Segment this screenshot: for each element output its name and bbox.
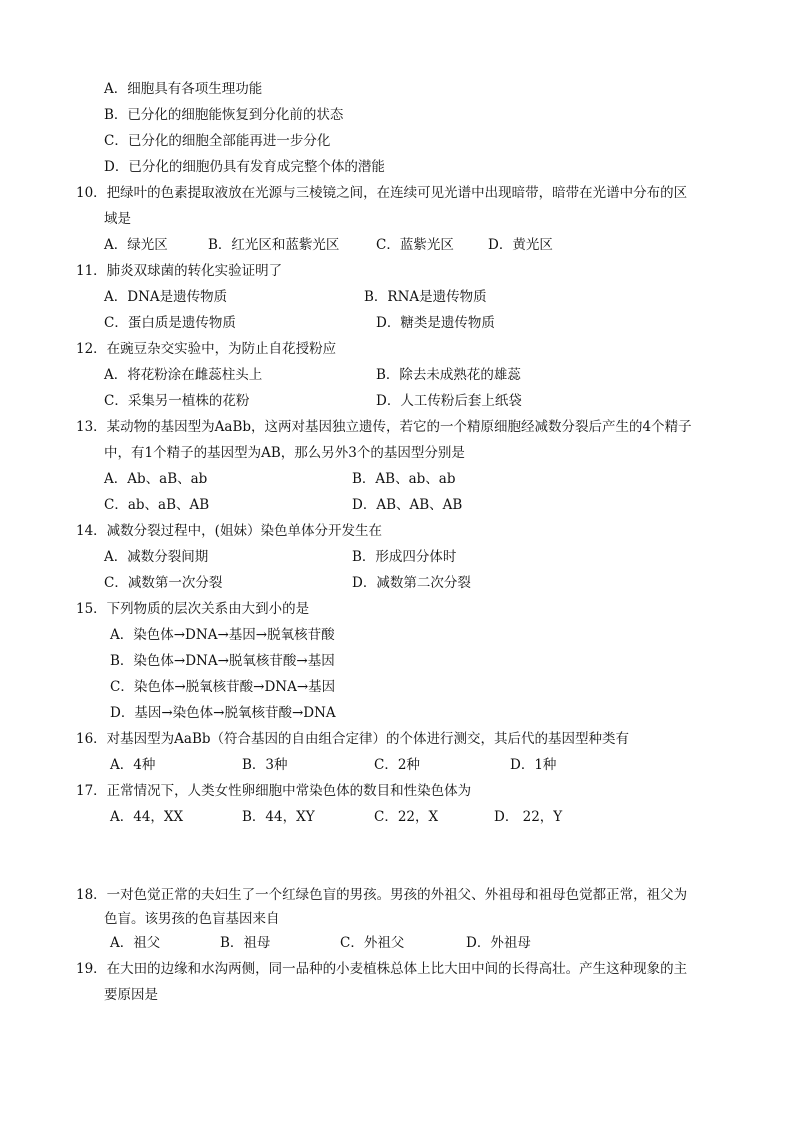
q18-option-c: C．外祖父 [340,935,405,951]
q10-option-b: B．红光区和蓝紫光区 [208,237,340,253]
q18-option-d: D．外祖母 [466,935,531,951]
q15-stem: 15．下列物质的层次关系由大到小的是 [76,601,310,617]
q15-option-d: D．基因→染色体→脱氧核苷酸→DNA [110,705,336,721]
q9-option-b: B．已分化的细胞能恢复到分化前的状态 [104,107,344,123]
q12-option-d: D．人工传粉后套上纸袋 [376,393,522,409]
q17-option-d: D． 22，Y [494,809,563,825]
q12-option-a: A．将花粉涂在雌蕊柱头上 [104,367,263,383]
q16-option-c: C．2种 [374,757,420,773]
q10-option-c: C．蓝紫光区 [376,237,454,253]
q18-stem-line2: 色盲。该男孩的色盲基因来自 [104,911,280,927]
q13-option-a: A．Ab、aB、ab [104,471,208,487]
q17-stem: 17．正常情况下，人类女性卵细胞中常染色体的数目和性染色体为 [76,783,472,799]
q14-option-b: B．形成四分体时 [352,549,457,565]
q17-option-c: C．22，X [374,809,439,825]
q13-option-d: D．AB、AB、AB [352,497,463,513]
q16-option-d: D．1种 [510,757,557,773]
q9-option-d: D．已分化的细胞仍具有发育成完整个体的潜能 [104,159,385,175]
q14-stem: 14．减数分裂过程中，(姐妹）染色单体分开发生在 [76,523,382,539]
q17-option-a: A．44，XX [110,809,184,825]
q18-option-a: A．祖父 [110,935,161,951]
q13-stem-line1: 13．某动物的基因型为AaBb，这两对基因独立遗传，若它的一个精原细胞经减数分裂后产生的4个精子 [76,419,692,435]
q19-stem-line1: 19．在大田的边缘和水沟两侧，同一品种的小麦植株总体上比大田中间的长得高壮。产生这种现象的主 [76,961,688,977]
q16-option-b: B．3种 [242,757,288,773]
q18-stem-line1: 18．一对色觉正常的夫妇生了一个红绿色盲的男孩。男孩的外祖父、外祖母和祖母色觉都正常，祖父为 [76,887,688,903]
q13-option-b: B．AB、ab、ab [352,471,456,487]
q10-stem-line1: 10．把绿叶的色素提取液放在光源与三棱镜之间，在连续可见光谱中出现暗带，暗带在光谱中分布的区 [76,185,688,201]
q16-stem: 16．对基因型为AaBb（符合基因的自由组合定律）的个体进行测交，其后代的基因型种类有 [76,731,630,747]
q10-stem-line2: 域是 [104,211,131,227]
q19-stem-line2: 要原因是 [104,987,158,1003]
q14-option-c: C．减数第一次分裂 [104,575,223,591]
q17-option-b: B．44，XY [242,809,315,825]
q9-option-a: A．细胞具有各项生理功能 [104,81,263,97]
q15-option-c: C．染色体→脱氧核苷酸→DNA→基因 [110,679,336,695]
q14-option-d: D．减数第二次分裂 [352,575,471,591]
q16-option-a: A．4种 [110,757,156,773]
q12-option-c: C．采集另一植株的花粉 [104,393,250,409]
q13-stem-line2: 中，有1个精子的基因型为AB，那么另外3个的基因型分别是 [104,445,465,461]
q11-option-c: C．蛋白质是遗传物质 [104,315,236,331]
q15-option-a: A．染色体→DNA→基因→脱氧核苷酸 [110,627,335,643]
q11-option-b: B．RNA是遗传物质 [364,289,487,305]
q18-option-b: B．祖母 [220,935,271,951]
q15-option-b: B．染色体→DNA→脱氧核苷酸→基因 [110,653,335,669]
q13-option-c: C．ab、aB、AB [104,497,210,513]
q14-option-a: A．减数分裂间期 [104,549,209,565]
q11-stem: 11．肺炎双球菌的转化实验证明了 [76,263,283,279]
q10-option-d: D．黄光区 [488,237,553,253]
q12-stem: 12．在豌豆杂交实验中，为防止自花授粉应 [76,341,337,357]
q9-option-c: C．已分化的细胞全部能再进一步分化 [104,133,331,149]
q12-option-b: B．除去未成熟花的雄蕊 [376,367,521,383]
q10-option-a: A．绿光区 [104,237,168,253]
q11-option-a: A．DNA是遗传物质 [104,289,228,305]
q11-option-d: D．糖类是遗传物质 [376,315,495,331]
